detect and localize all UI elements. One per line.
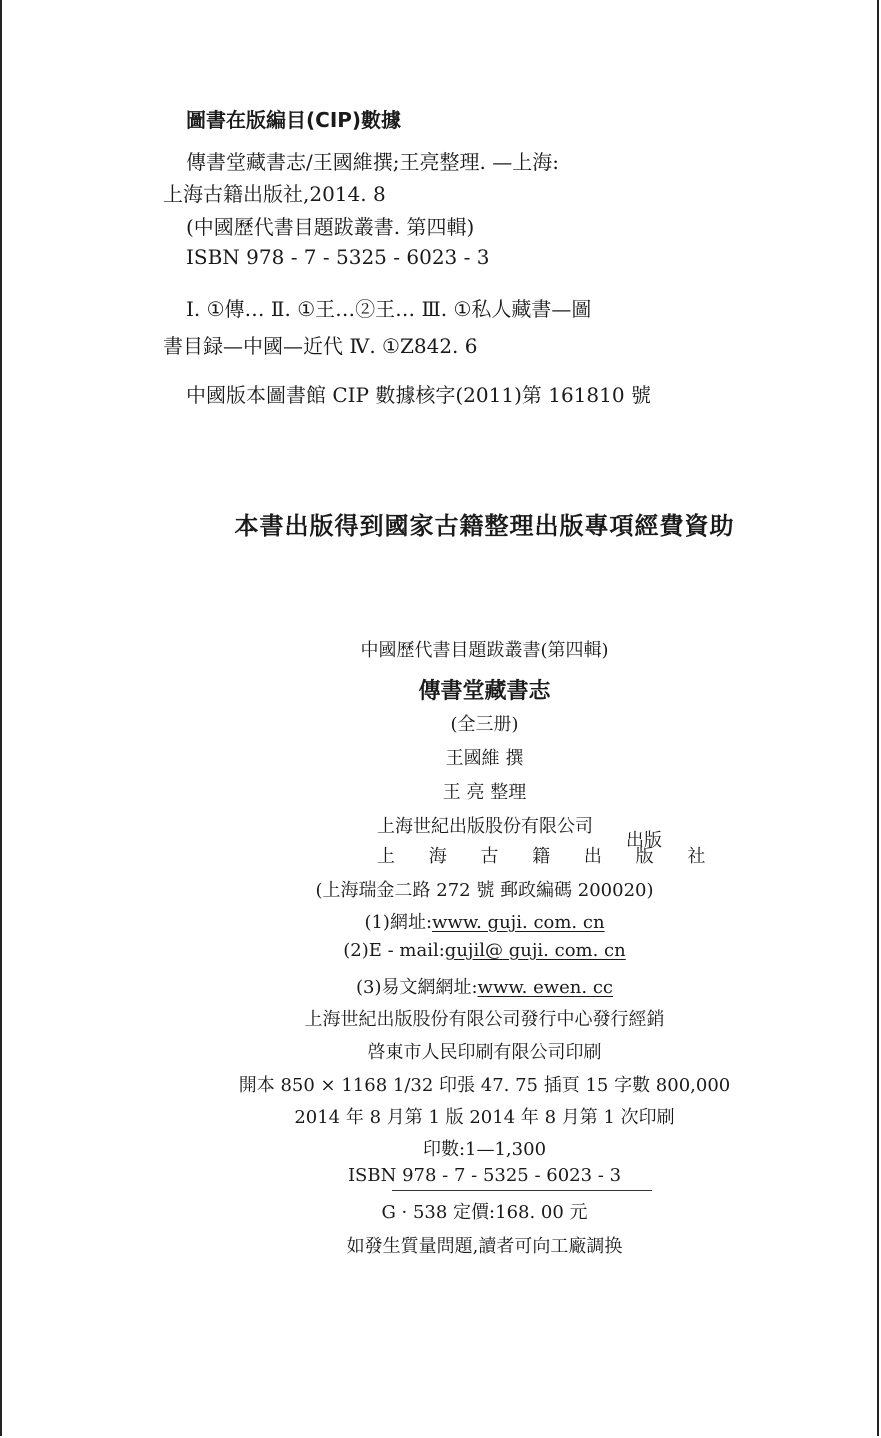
specs-line: 開本 850 × 1168 1/32 印張 47. 75 插頁 15 字數 800,000 (238, 1075, 731, 1096)
email-label: (2)E - mail: (343, 940, 445, 961)
subsidy-statement: 本書出版得到國家古籍整理出版專項經費資助 (234, 512, 735, 540)
editor-line: 王 亮 整理 (442, 782, 527, 803)
cip-line-1: 傳書堂藏書志/王國維撰;王亮整理. —上海: (186, 150, 559, 174)
isbn-line: ISBN 978 - 7 - 5325 - 6023 - 3 (347, 1165, 622, 1186)
cip-line-4: ISBN 978 - 7 - 5325 - 6023 - 3 (186, 245, 490, 269)
author-line: 王國維 撰 (445, 748, 524, 769)
cip-line-3: (中國歷代書目題跋叢書. 第四輯) (186, 215, 475, 239)
email-link[interactable]: gujil@ guji. com. cn (444, 940, 626, 961)
cip-line-5: Ⅰ. ①傳… Ⅱ. ①王…②王… Ⅲ. ①私人藏書—圖 (186, 297, 592, 321)
series-title: 中國歷代書目題跋叢書(第四輯) (360, 640, 609, 661)
publisher-block (377, 812, 719, 872)
print-run-line: 印數:1—1,300 (422, 1139, 547, 1160)
cip-line-7: 中國版本圖書館 CIP 數據核字(2011)第 161810 號 (186, 383, 651, 407)
ewen-link[interactable]: www. ewen. cc (477, 977, 613, 998)
cip-title: 圖書在版編目(CIP)數據 (186, 108, 402, 132)
ewen-line (0, 973, 881, 999)
publisher-suffix: 出版 (626, 830, 662, 851)
cip-line-6: 書目録—中國—近代 Ⅳ. ①Z842. 6 (163, 334, 478, 358)
printer-line: 啓東市人民印刷有限公司印刷 (367, 1042, 602, 1063)
publisher-address: (上海瑞金二路 272 號 郵政編碼 200020) (315, 880, 654, 901)
website-link[interactable]: www. guji. com. cn (432, 912, 605, 933)
price-line: G · 538 定價:168. 00 元 (381, 1202, 588, 1223)
website-line (0, 908, 881, 934)
email-line (0, 940, 881, 961)
cip-line-2: 上海古籍出版社,2014. 8 (163, 182, 386, 206)
publisher-name-1: 上海世紀出版股份有限公司 (377, 816, 593, 837)
distributor-line: 上海世紀出版股份有限公司發行中心發行經銷 (304, 1009, 665, 1030)
isbn-rule (392, 1190, 652, 1191)
website-label: (1)網址: (364, 912, 433, 933)
quality-notice: 如發生質量問題,讀者可向工廠調换 (346, 1236, 623, 1257)
book-title: 傳書堂藏書志 (418, 679, 551, 704)
volume-count: (全三册) (450, 714, 519, 735)
edition-line: 2014 年 8 月第 1 版 2014 年 8 月第 1 次印刷 (294, 1107, 675, 1128)
ewen-label: (3)易文網網址: (355, 977, 478, 998)
publisher-name-2: 上 海 古 籍 出 版 社 (377, 846, 720, 867)
